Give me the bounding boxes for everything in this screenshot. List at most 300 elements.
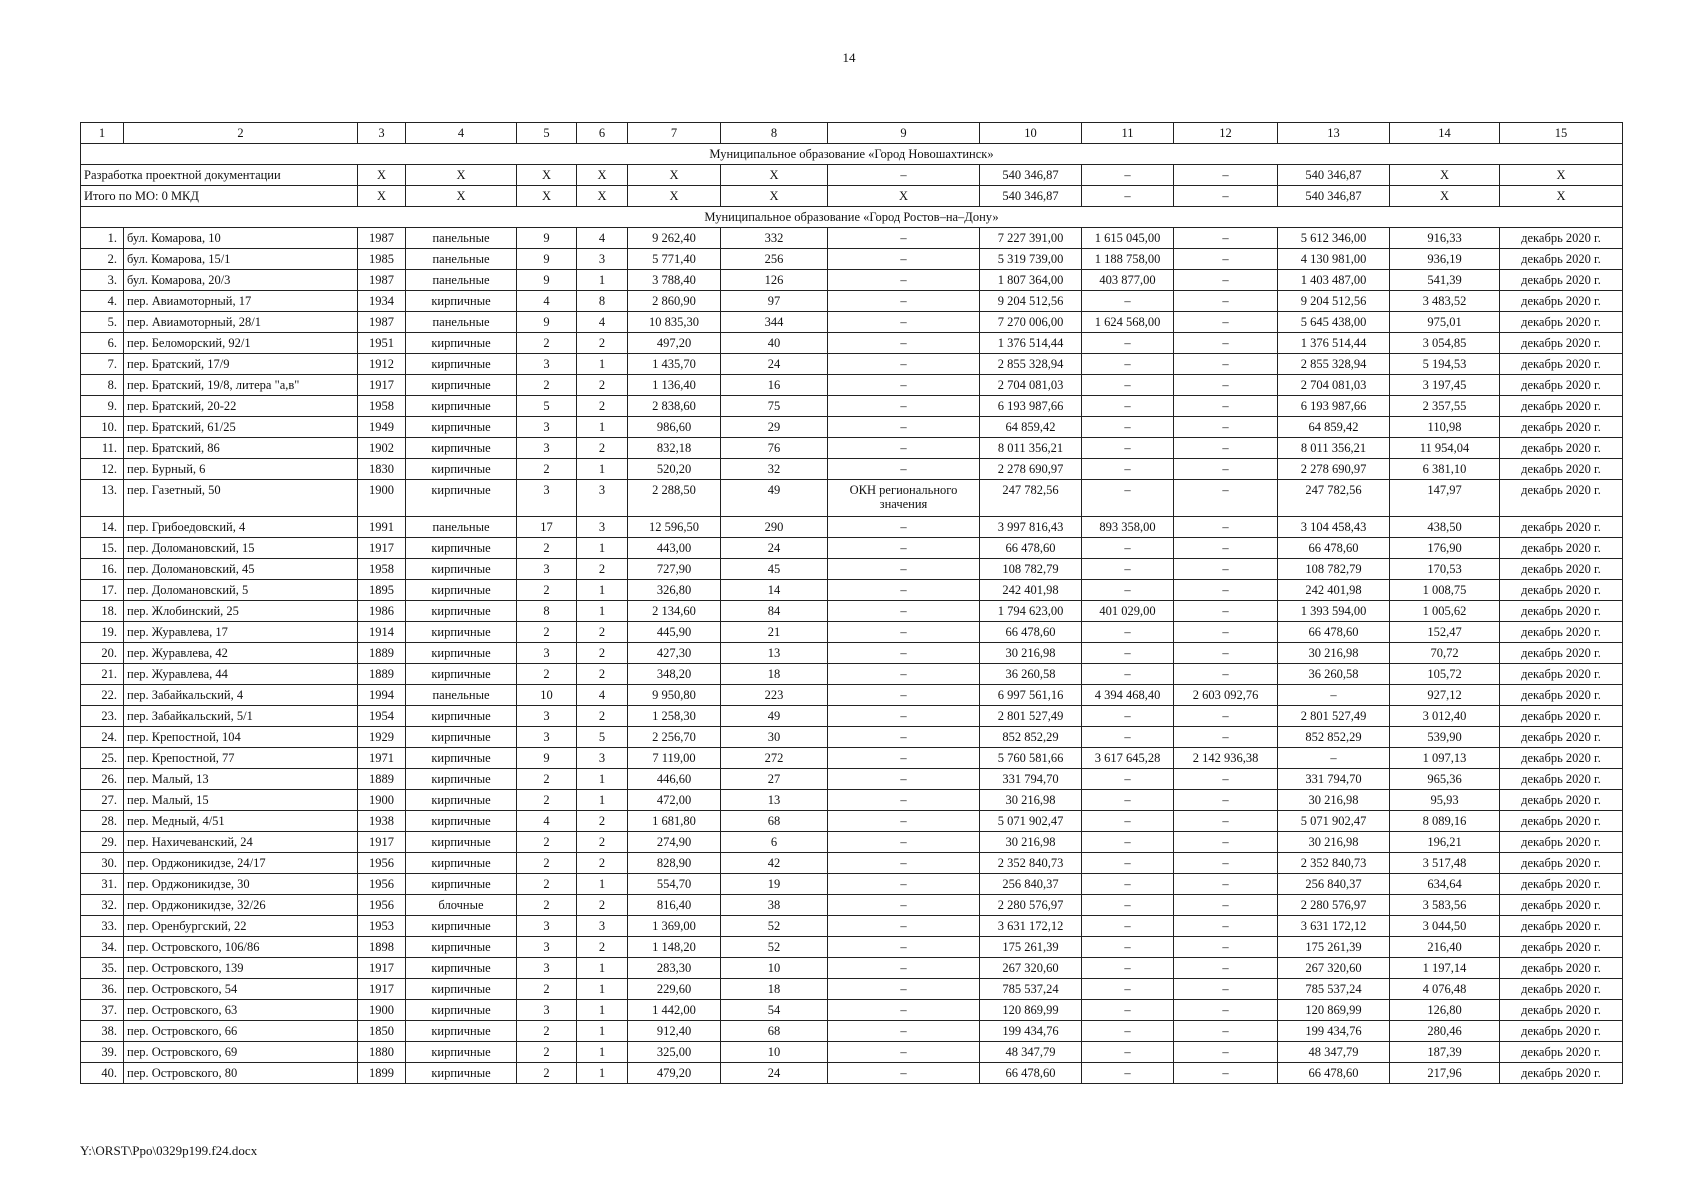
table-row [81, 727, 1623, 748]
entrances: 4 [577, 228, 628, 249]
residents: 344 [721, 312, 828, 333]
completion-date: декабрь 2020 г. [1500, 396, 1623, 417]
floors: 17 [517, 517, 577, 538]
row-number: 33. [81, 916, 124, 937]
fund-cost: – [1082, 979, 1174, 1000]
cost-per-m2: 916,33 [1390, 228, 1500, 249]
table-row [81, 664, 1623, 685]
table-row [81, 354, 1623, 375]
column-number-cell: 9 [828, 123, 980, 144]
wall-material: блочные [406, 895, 517, 916]
cost-per-m2: 4 076,48 [1390, 979, 1500, 1000]
total-cost: 5 071 902,47 [980, 811, 1082, 832]
table-row [81, 580, 1623, 601]
summary-cell: – [1082, 165, 1174, 186]
heritage-status: – [828, 643, 980, 664]
summary-cell: – [1174, 165, 1278, 186]
address: пер. Бурный, 6 [124, 459, 358, 480]
other-cost: – [1174, 622, 1278, 643]
area: 348,20 [628, 664, 721, 685]
summary-cell: Х [628, 165, 721, 186]
heritage-status: – [828, 601, 980, 622]
entrances: 3 [577, 916, 628, 937]
owner-cost: 5 645 438,00 [1278, 312, 1390, 333]
cost-per-m2: 126,80 [1390, 1000, 1500, 1021]
residents: 290 [721, 517, 828, 538]
owner-cost: 2 801 527,49 [1278, 706, 1390, 727]
address: пер. Братский, 19/8, литера "а,в" [124, 375, 358, 396]
heritage-status: – [828, 811, 980, 832]
build-year: 1958 [358, 396, 406, 417]
other-cost: – [1174, 333, 1278, 354]
heritage-status: – [828, 375, 980, 396]
wall-material: кирпичные [406, 291, 517, 312]
floors: 3 [517, 916, 577, 937]
completion-date: декабрь 2020 г. [1500, 559, 1623, 580]
area: 986,60 [628, 417, 721, 438]
row-number: 40. [81, 1063, 124, 1084]
row-number: 13. [81, 480, 124, 517]
fund-cost: – [1082, 895, 1174, 916]
address: пер. Беломорский, 92/1 [124, 333, 358, 354]
row-number: 26. [81, 769, 124, 790]
address: пер. Орджоникидзе, 24/17 [124, 853, 358, 874]
wall-material: кирпичные [406, 769, 517, 790]
area: 816,40 [628, 895, 721, 916]
entrances: 3 [577, 249, 628, 270]
wall-material: кирпичные [406, 748, 517, 769]
fund-cost: – [1082, 1021, 1174, 1042]
residents: 97 [721, 291, 828, 312]
wall-material: кирпичные [406, 874, 517, 895]
build-year: 1880 [358, 1042, 406, 1063]
owner-cost: 108 782,79 [1278, 559, 1390, 580]
owner-cost: 3 631 172,12 [1278, 916, 1390, 937]
owner-cost: 2 280 576,97 [1278, 895, 1390, 916]
owner-cost: 331 794,70 [1278, 769, 1390, 790]
owner-cost: 785 537,24 [1278, 979, 1390, 1000]
other-cost: – [1174, 790, 1278, 811]
build-year: 1956 [358, 895, 406, 916]
cost-per-m2: 11 954,04 [1390, 438, 1500, 459]
other-cost: – [1174, 291, 1278, 312]
residents: 75 [721, 396, 828, 417]
residents: 52 [721, 937, 828, 958]
build-year: 1986 [358, 601, 406, 622]
wall-material: панельные [406, 228, 517, 249]
completion-date: декабрь 2020 г. [1500, 438, 1623, 459]
entrances: 1 [577, 417, 628, 438]
heritage-status: – [828, 270, 980, 291]
area: 1 442,00 [628, 1000, 721, 1021]
residents: 10 [721, 958, 828, 979]
row-number: 2. [81, 249, 124, 270]
heritage-status: – [828, 249, 980, 270]
owner-cost: 1 393 594,00 [1278, 601, 1390, 622]
build-year: 1902 [358, 438, 406, 459]
table-row [81, 291, 1623, 312]
repair-schedule-table [80, 122, 1623, 1084]
table-row [81, 517, 1623, 538]
wall-material: кирпичные [406, 1063, 517, 1084]
cost-per-m2: 936,19 [1390, 249, 1500, 270]
floors: 3 [517, 1000, 577, 1021]
column-number-cell: 15 [1500, 123, 1623, 144]
table-row [81, 874, 1623, 895]
column-number-cell: 8 [721, 123, 828, 144]
owner-cost: – [1278, 748, 1390, 769]
column-number-cell: 11 [1082, 123, 1174, 144]
cost-per-m2: 95,93 [1390, 790, 1500, 811]
row-number: 22. [81, 685, 124, 706]
other-cost: 2 142 936,38 [1174, 748, 1278, 769]
residents: 13 [721, 643, 828, 664]
build-year: 1991 [358, 517, 406, 538]
other-cost: – [1174, 354, 1278, 375]
entrances: 2 [577, 664, 628, 685]
row-number: 3. [81, 270, 124, 291]
other-cost: – [1174, 459, 1278, 480]
fund-cost: – [1082, 333, 1174, 354]
table-row [81, 895, 1623, 916]
owner-cost: 175 261,39 [1278, 937, 1390, 958]
total-cost: 5 760 581,66 [980, 748, 1082, 769]
table-row [81, 601, 1623, 622]
row-number: 30. [81, 853, 124, 874]
area: 443,00 [628, 538, 721, 559]
fund-cost: – [1082, 643, 1174, 664]
column-number-cell: 13 [1278, 123, 1390, 144]
completion-date: декабрь 2020 г. [1500, 874, 1623, 895]
heritage-status: – [828, 895, 980, 916]
wall-material: кирпичные [406, 333, 517, 354]
table-row [81, 228, 1623, 249]
summary-label: Разработка проектной документации [81, 165, 358, 186]
owner-cost: 2 855 328,94 [1278, 354, 1390, 375]
column-number-cell: 6 [577, 123, 628, 144]
owner-cost: 36 260,58 [1278, 664, 1390, 685]
row-number: 31. [81, 874, 124, 895]
fund-cost: – [1082, 622, 1174, 643]
owner-cost: 64 859,42 [1278, 417, 1390, 438]
table-body [81, 123, 1623, 1084]
residents: 24 [721, 1063, 828, 1084]
other-cost: – [1174, 853, 1278, 874]
entrances: 1 [577, 874, 628, 895]
total-cost: 30 216,98 [980, 643, 1082, 664]
summary-cell: Х [406, 186, 517, 207]
cost-per-m2: 539,90 [1390, 727, 1500, 748]
build-year: 1917 [358, 538, 406, 559]
completion-date: декабрь 2020 г. [1500, 685, 1623, 706]
other-cost: – [1174, 937, 1278, 958]
address: пер. Островского, 66 [124, 1021, 358, 1042]
completion-date: декабрь 2020 г. [1500, 916, 1623, 937]
area: 274,90 [628, 832, 721, 853]
completion-date: декабрь 2020 г. [1500, 249, 1623, 270]
completion-date: декабрь 2020 г. [1500, 1042, 1623, 1063]
fund-cost: – [1082, 538, 1174, 559]
wall-material: панельные [406, 312, 517, 333]
residents: 272 [721, 748, 828, 769]
summary-cell: Х [517, 186, 577, 207]
floors: 2 [517, 769, 577, 790]
residents: 68 [721, 811, 828, 832]
owner-cost: 1 376 514,44 [1278, 333, 1390, 354]
heritage-status: – [828, 459, 980, 480]
table-row [81, 333, 1623, 354]
heritage-status: – [828, 1063, 980, 1084]
owner-cost: 1 403 487,00 [1278, 270, 1390, 291]
cost-per-m2: 541,39 [1390, 270, 1500, 291]
floors: 2 [517, 1042, 577, 1063]
address: пер. Доломановский, 45 [124, 559, 358, 580]
floors: 3 [517, 937, 577, 958]
fund-cost: – [1082, 580, 1174, 601]
wall-material: кирпичные [406, 832, 517, 853]
column-number-cell: 5 [517, 123, 577, 144]
completion-date: декабрь 2020 г. [1500, 291, 1623, 312]
area: 9 950,80 [628, 685, 721, 706]
cost-per-m2: 1 005,62 [1390, 601, 1500, 622]
area: 10 835,30 [628, 312, 721, 333]
heritage-status: – [828, 417, 980, 438]
residents: 49 [721, 706, 828, 727]
fund-cost: – [1082, 1000, 1174, 1021]
fund-cost: – [1082, 354, 1174, 375]
total-cost: 66 478,60 [980, 538, 1082, 559]
wall-material: кирпичные [406, 354, 517, 375]
total-cost: 2 855 328,94 [980, 354, 1082, 375]
total-cost: 48 347,79 [980, 1042, 1082, 1063]
total-cost: 1 376 514,44 [980, 333, 1082, 354]
address: пер. Орджоникидзе, 32/26 [124, 895, 358, 916]
row-number: 10. [81, 417, 124, 438]
total-cost: 267 320,60 [980, 958, 1082, 979]
entrances: 2 [577, 853, 628, 874]
wall-material: кирпичные [406, 559, 517, 580]
address: пер. Журавлева, 44 [124, 664, 358, 685]
area: 1 369,00 [628, 916, 721, 937]
build-year: 1953 [358, 916, 406, 937]
table-row [81, 790, 1623, 811]
entrances: 1 [577, 538, 628, 559]
row-number: 5. [81, 312, 124, 333]
total-cost: 30 216,98 [980, 790, 1082, 811]
floors: 4 [517, 811, 577, 832]
residents: 21 [721, 622, 828, 643]
address: пер. Островского, 139 [124, 958, 358, 979]
total-cost: 120 869,99 [980, 1000, 1082, 1021]
address: пер. Островского, 54 [124, 979, 358, 1000]
total-cost: 247 782,56 [980, 480, 1082, 517]
entrances: 2 [577, 622, 628, 643]
area: 520,20 [628, 459, 721, 480]
fund-cost: – [1082, 937, 1174, 958]
total-cost: 9 204 512,56 [980, 291, 1082, 312]
entrances: 5 [577, 727, 628, 748]
total-cost: 2 280 576,97 [980, 895, 1082, 916]
floors: 2 [517, 333, 577, 354]
row-number: 7. [81, 354, 124, 375]
total-cost: 7 227 391,00 [980, 228, 1082, 249]
entrances: 1 [577, 790, 628, 811]
build-year: 1956 [358, 874, 406, 895]
floors: 4 [517, 291, 577, 312]
row-number: 17. [81, 580, 124, 601]
build-year: 1900 [358, 1000, 406, 1021]
entrances: 1 [577, 580, 628, 601]
row-number: 16. [81, 559, 124, 580]
other-cost: – [1174, 916, 1278, 937]
cost-per-m2: 147,97 [1390, 480, 1500, 517]
build-year: 1949 [358, 417, 406, 438]
address: бул. Комарова, 10 [124, 228, 358, 249]
address: пер. Газетный, 50 [124, 480, 358, 517]
other-cost: – [1174, 559, 1278, 580]
fund-cost: – [1082, 853, 1174, 874]
other-cost: – [1174, 228, 1278, 249]
cost-per-m2: 187,39 [1390, 1042, 1500, 1063]
cost-per-m2: 2 357,55 [1390, 396, 1500, 417]
build-year: 1889 [358, 769, 406, 790]
owner-cost: 2 352 840,73 [1278, 853, 1390, 874]
entrances: 1 [577, 769, 628, 790]
heritage-status: ОКН регионального значения [828, 480, 980, 517]
residents: 14 [721, 580, 828, 601]
residents: 18 [721, 979, 828, 1000]
repair-schedule-table-container [80, 122, 1622, 1084]
cost-per-m2: 152,47 [1390, 622, 1500, 643]
table-row [81, 459, 1623, 480]
other-cost: – [1174, 874, 1278, 895]
address: бул. Комарова, 20/3 [124, 270, 358, 291]
total-cost: 6 193 987,66 [980, 396, 1082, 417]
cost-per-m2: 3 054,85 [1390, 333, 1500, 354]
table-row [81, 769, 1623, 790]
total-cost: 5 319 739,00 [980, 249, 1082, 270]
floors: 3 [517, 354, 577, 375]
fund-cost: – [1082, 727, 1174, 748]
address: пер. Нахичеванский, 24 [124, 832, 358, 853]
row-number: 24. [81, 727, 124, 748]
other-cost: – [1174, 706, 1278, 727]
cost-per-m2: 1 008,75 [1390, 580, 1500, 601]
build-year: 1850 [358, 1021, 406, 1042]
table-row [81, 622, 1623, 643]
completion-date: декабрь 2020 г. [1500, 664, 1623, 685]
file-path-footer: Y:\ORST\Ppo\0329p199.f24.docx [80, 1143, 258, 1158]
build-year: 1914 [358, 622, 406, 643]
row-number: 27. [81, 790, 124, 811]
total-cost: 3 631 172,12 [980, 916, 1082, 937]
summary-cell: Х [1500, 165, 1623, 186]
floors: 2 [517, 790, 577, 811]
other-cost: – [1174, 727, 1278, 748]
owner-cost: 66 478,60 [1278, 622, 1390, 643]
column-number-cell: 3 [358, 123, 406, 144]
cost-per-m2: 1 097,13 [1390, 748, 1500, 769]
cost-per-m2: 105,72 [1390, 664, 1500, 685]
row-number: 38. [81, 1021, 124, 1042]
cost-per-m2: 196,21 [1390, 832, 1500, 853]
completion-date: декабрь 2020 г. [1500, 1063, 1623, 1084]
residents: 38 [721, 895, 828, 916]
table-row [81, 1000, 1623, 1021]
area: 828,90 [628, 853, 721, 874]
heritage-status: – [828, 333, 980, 354]
residents: 40 [721, 333, 828, 354]
area: 1 136,40 [628, 375, 721, 396]
summary-cell: 540 346,87 [1278, 186, 1390, 207]
build-year: 1987 [358, 270, 406, 291]
completion-date: декабрь 2020 г. [1500, 270, 1623, 291]
other-cost: – [1174, 832, 1278, 853]
heritage-status: – [828, 354, 980, 375]
build-year: 1971 [358, 748, 406, 769]
cost-per-m2: 965,36 [1390, 769, 1500, 790]
fund-cost: – [1082, 664, 1174, 685]
other-cost: – [1174, 438, 1278, 459]
wall-material: панельные [406, 685, 517, 706]
completion-date: декабрь 2020 г. [1500, 811, 1623, 832]
address: пер. Орджоникидзе, 30 [124, 874, 358, 895]
build-year: 1917 [358, 832, 406, 853]
build-year: 1938 [358, 811, 406, 832]
table-row [81, 438, 1623, 459]
row-number: 15. [81, 538, 124, 559]
address: бул. Комарова, 15/1 [124, 249, 358, 270]
total-cost: 64 859,42 [980, 417, 1082, 438]
wall-material: кирпичные [406, 459, 517, 480]
address: пер. Забайкальский, 5/1 [124, 706, 358, 727]
residents: 49 [721, 480, 828, 517]
row-number: 9. [81, 396, 124, 417]
row-number: 20. [81, 643, 124, 664]
floors: 3 [517, 643, 577, 664]
floors: 9 [517, 748, 577, 769]
owner-cost: 4 130 981,00 [1278, 249, 1390, 270]
residents: 24 [721, 538, 828, 559]
fund-cost: – [1082, 396, 1174, 417]
completion-date: декабрь 2020 г. [1500, 312, 1623, 333]
row-number: 25. [81, 748, 124, 769]
area: 472,00 [628, 790, 721, 811]
cost-per-m2: 70,72 [1390, 643, 1500, 664]
address: пер. Жлобинский, 25 [124, 601, 358, 622]
build-year: 1895 [358, 580, 406, 601]
area: 2 288,50 [628, 480, 721, 517]
heritage-status: – [828, 685, 980, 706]
entrances: 2 [577, 643, 628, 664]
build-year: 1917 [358, 979, 406, 1000]
floors: 8 [517, 601, 577, 622]
floors: 2 [517, 622, 577, 643]
table-row [81, 979, 1623, 1000]
wall-material: панельные [406, 249, 517, 270]
build-year: 1889 [358, 643, 406, 664]
total-cost: 852 852,29 [980, 727, 1082, 748]
table-row [81, 417, 1623, 438]
fund-cost: – [1082, 874, 1174, 895]
heritage-status: – [828, 396, 980, 417]
fund-cost: – [1082, 480, 1174, 517]
fund-cost: – [1082, 1042, 1174, 1063]
row-number: 14. [81, 517, 124, 538]
address: пер. Забайкальский, 4 [124, 685, 358, 706]
wall-material: кирпичные [406, 643, 517, 664]
row-number: 18. [81, 601, 124, 622]
